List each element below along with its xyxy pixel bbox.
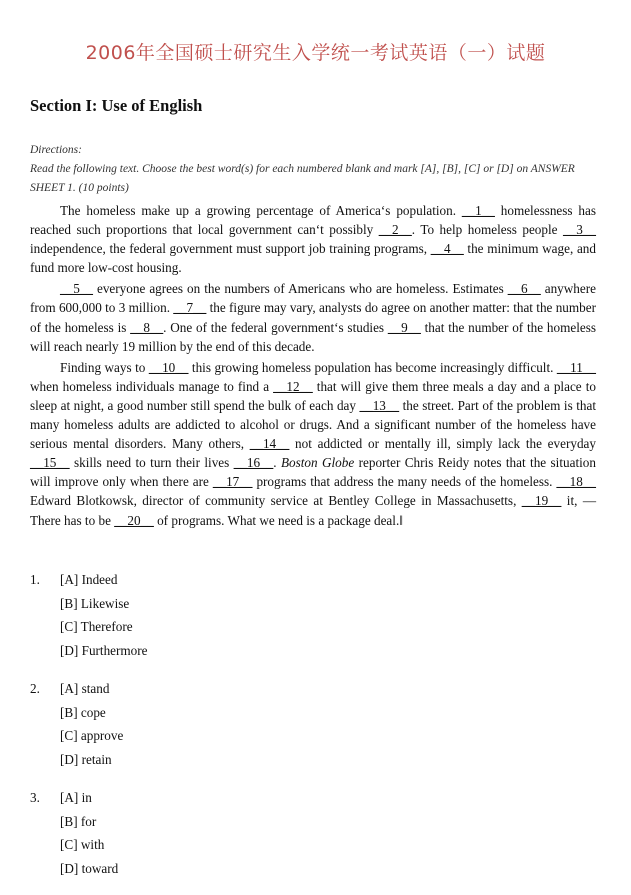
question-number: 1. [30,572,40,587]
question-number: 2. [30,681,40,696]
option-text: [B] for [60,813,97,829]
answer-blank: __1__ [461,203,495,218]
answer-option [30,786,148,810]
passage-text: . [273,455,281,471]
option-text: [B] Likewise [60,595,130,611]
answer-option [30,639,148,663]
passage-text: skills need to turn their lives [69,455,234,471]
section-heading: Section I: Use of English [30,96,203,115]
passage-text: Finding ways to [60,359,149,375]
answer-blank: __3__ [563,222,596,238]
passage-paragraph [30,279,596,355]
page-title: 2006年全国硕士研究生入学统一考试英语（一）试题 [85,42,546,64]
question [30,677,148,771]
answer-option [30,833,148,857]
passage-text: The homeless make up a growing percentage of America‘s population. [60,203,462,218]
passage-text: Edward Blotkowsk, director of community service at Bentley College in Massachusetts, [30,493,522,509]
answer-option [30,724,148,748]
emphasis-text: Boston Globe [280,455,355,471]
passage-text: of programs. What we need is a package deal.‖ [153,512,403,528]
passage-text: reporter Chris Reidy notes that the situation will improve only when there are [30,455,596,490]
question [30,568,148,662]
passage-text: independence, the federal government must support job training programs, [30,241,431,257]
passage-text: . One of the federal government‘s studies [163,319,388,335]
option-text: [D] retain [60,751,112,767]
answer-blank: __16__ [233,455,274,471]
option-text: [C] Therefore [60,619,133,634]
answer-blank: __6__ [507,281,541,297]
passage-text: the street. Part of the problem is that many homeless adults are addicted to alcohol or drugs. And a significant number of the homeless have serious mental disorders. Many others, [30,397,596,452]
answer-blank: __10__ [148,359,189,375]
answer-option [30,810,148,834]
answer-option [30,568,148,592]
answer-blank: __7__ [173,300,207,316]
option-text: [C] approve [60,728,124,743]
option-text: [C] with [60,837,105,852]
passage-text: the minimum wage, and fund more low-cost housing. [30,241,596,276]
passage-text: when homeless individuals manage to find a [30,378,274,394]
option-text: [D] Furthermore [60,642,148,658]
answer-option [30,701,148,725]
option-text: [A] Indeed [60,572,118,587]
answer-blank: __17__ [212,474,253,490]
answer-option [30,615,148,639]
directions-text: Read the following text. Choose the best word(s) for each numbered blank and mark [A], [B], [C] or [D] on ANSWER SHEET 1. (10 points) [30,163,575,194]
passage-text: that will give them three meals a day and a place to sleep at night, a good number still spend the bulk of each day [30,378,596,413]
answer-blank: __20__ [114,512,154,528]
answer-blank: __4__ [430,241,464,257]
passage-text: it, —There has to be [30,493,597,528]
option-text: [A] in [60,790,92,805]
answer-blank: __12__ [273,378,313,394]
answer-option [30,592,148,616]
option-text: [D] toward [60,860,119,876]
option-text: [A] stand [60,681,110,696]
passage-text: the figure may vary, analysts do agree on another matter: that the number of the homeless is [30,300,596,335]
answer-blank: __15__ [30,455,70,471]
answer-option [30,677,148,701]
passage-text: everyone agrees on the numbers of Americans who are homeless. Estimates [92,281,508,297]
question-list [30,568,148,895]
answer-option [30,748,148,772]
passage-paragraph [30,358,596,530]
answer-blank: __11__ [556,359,596,375]
passage-text: this growing homeless population has become increasingly difficult. [188,359,557,375]
passage-text: that the number of the homeless will reach nearly 19 million by the end of this decade. [30,319,596,354]
answer-blank: __13__ [359,397,400,413]
answer-blank: __9__ [387,319,421,335]
directions [30,141,600,198]
question-number: 3. [30,790,40,805]
passage-text: homelessness has reached such proportions that local government can‘t possibly [30,203,597,238]
answer-option [30,857,148,881]
answer-blank: __19__ [521,493,562,509]
passage-text: . To help homeless people [411,222,564,238]
passage-text: not addicted or mentally ill, simply lack the everyday [289,436,597,452]
passage-text: programs that address the many needs of the homeless. [252,474,557,490]
passage-text: anywhere from 600,000 to 3 million. [30,281,596,316]
answer-blank: __8__ [130,319,164,335]
answer-blank: __2__ [378,222,412,238]
passage [30,201,596,532]
directions-label: Directions: [30,144,82,156]
answer-blank: __14__ [249,436,290,452]
question [30,786,148,880]
answer-blank: __5__ [60,281,93,297]
passage-paragraph [30,201,596,277]
answer-blank: __18__ [556,474,596,490]
option-text: [B] cope [60,704,106,720]
